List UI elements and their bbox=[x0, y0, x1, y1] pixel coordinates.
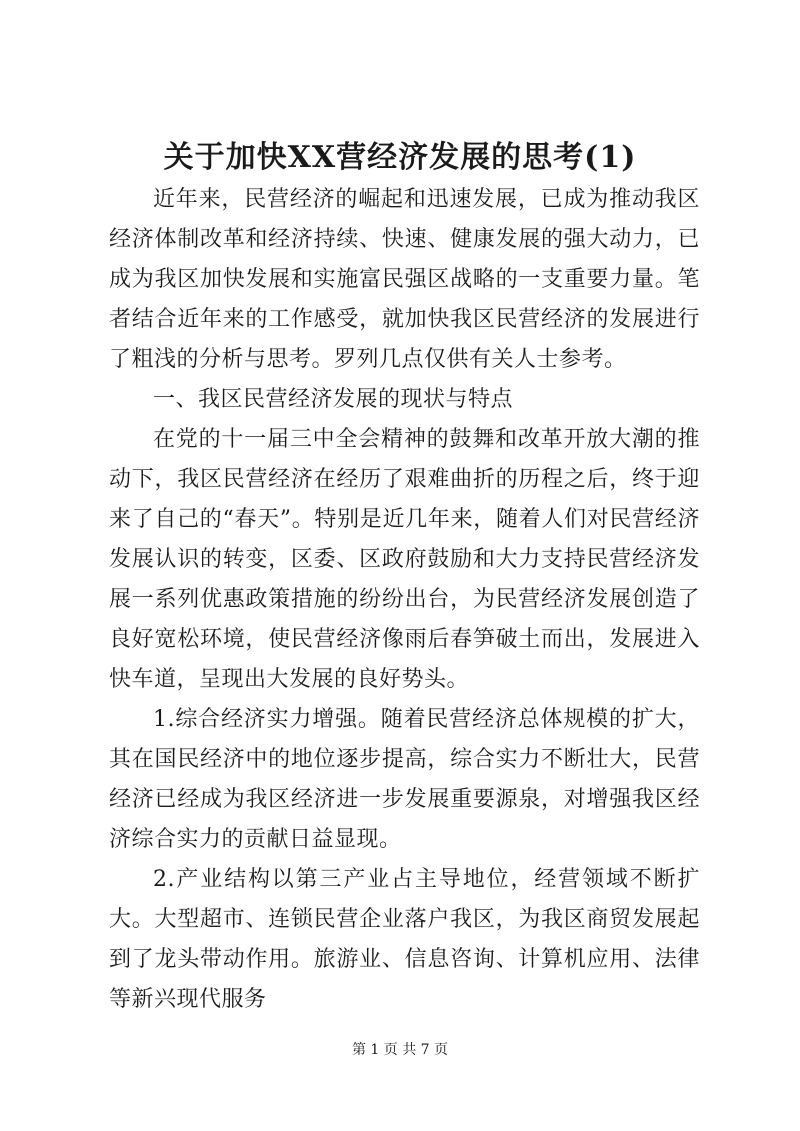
section-heading: 一、我区民营经济发展的现状与特点 bbox=[153, 387, 514, 412]
paragraph-background: 在党的十一届三中全会精神的鼓舞和改革开放大潮的推动下，我区民营经济在经历了艰难曲折的历程之后，终于迎来了自己的“春天”。特别是近几年来，随着人们对民营经济发展认识的转变，区委、区政府鼓励和大力支持民营经济发展一系列优惠政策措施的纷纷出台，为民营经济发展创造了良好宽松环境，使民营经济像雨后春笋破土而出，发展进入快车道，呈现出大发展的良好势头。 bbox=[109, 427, 700, 692]
document-title: 关于加快XX营经济发展的思考(1) bbox=[163, 140, 637, 175]
paragraph-point-2: 2.产业结构以第三产业占主导地位，经营领域不断扩大。大型超市、连锁民营企业落户我区，为我区商贸发展起到了龙头带动作用。旅游业、信息咨询、计算机应用、法律等新兴现代服务 bbox=[109, 867, 700, 1012]
paragraph-intro: 近年来，民营经济的崛起和迅速发展，已成为推动我区经济体制改革和经济持续、快速、健康发展的强大动力，已成为我区加快发展和实施富民强区战略的一支重要力量。笔者结合近年来的工作感受，就加快我区民营经济的发展进行了粗浅的分析与思考。罗列几点仅供有关人士参考。 bbox=[109, 187, 700, 372]
document-body bbox=[109, 180, 700, 1020]
paragraph-point-1: 1.综合经济实力增强。随着民营经济总体规模的扩大，其在国民经济中的地位逐步提高，综合实力不断壮大，民营经济已经成为我区经济进一步发展重要源泉，对增强我区经济综合实力的贡献日益显现。 bbox=[109, 707, 700, 852]
page-number-footer: 第 1 页 共 7 页 bbox=[351, 1042, 449, 1058]
